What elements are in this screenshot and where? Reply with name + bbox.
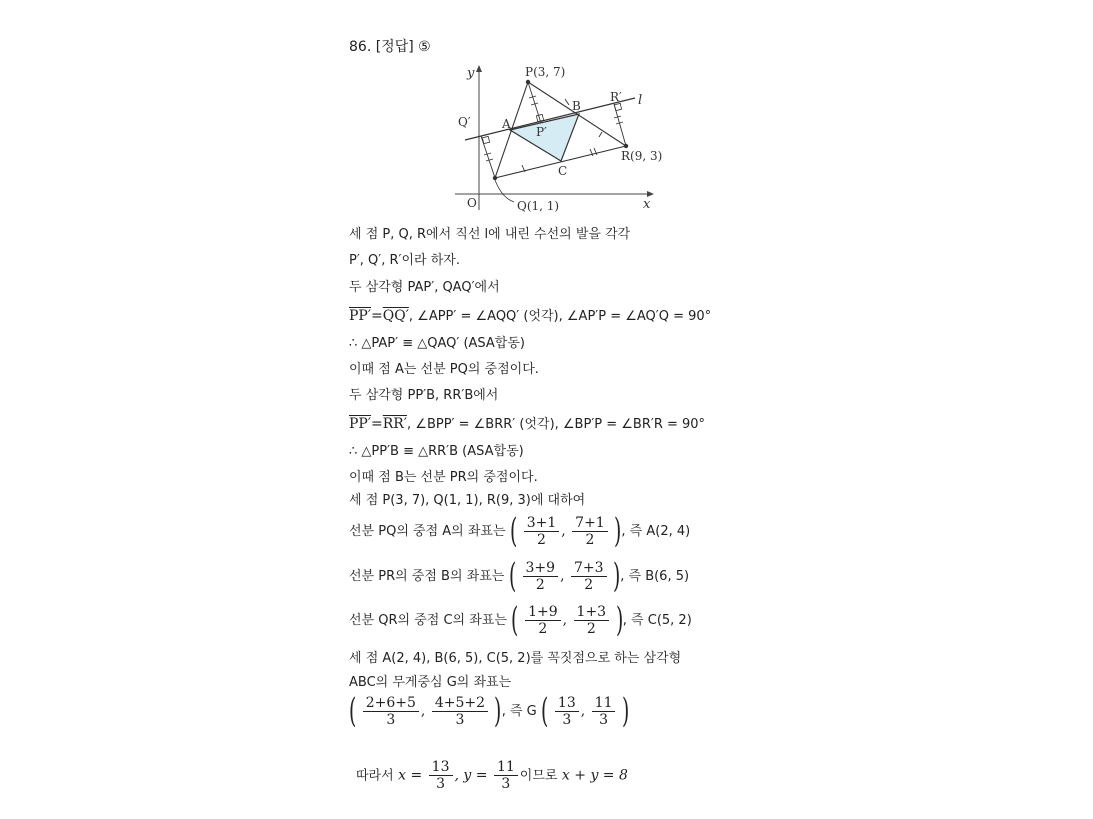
angle-statement: , ∠APP′ = ∠AQQ′ (엇각), ∠AP′P = ∠AQ′Q = 90° (408, 309, 712, 324)
numerator: 7+3 (571, 560, 607, 577)
midpoint-a-text: 선분 PQ의 중점 A의 좌표는 (349, 524, 506, 539)
midpoint-a-line: 선분 PQ의 중점 A의 좌표는 ( $\frac{3+1}{2}$ , $\frac{7+1}{2}$ ), 즉 A(2, 4) (349, 511, 691, 551)
point-q (493, 176, 497, 180)
text-line-4 (349, 307, 711, 326)
label-qp: Q′ (458, 115, 471, 129)
text-line-10: 이때 점 B는 선분 PR의 중점이다. (349, 470, 538, 485)
text-line-7: 두 삼각형 PP′B, RR′B에서 (349, 388, 499, 403)
numerator: 1+3 (574, 604, 610, 621)
label-a: A (502, 117, 511, 131)
denominator: 2 (585, 531, 595, 548)
label-r: R(9, 3) (621, 149, 663, 163)
numerator: 11 (494, 759, 518, 776)
midpoint-b-result: , 즉 B(6, 5) (620, 569, 690, 584)
text-line-2: P′, Q′, R′이라 하자. (349, 253, 460, 268)
numerator: 1+9 (525, 604, 561, 621)
midpoint-b-text: 선분 PR의 중점 B의 좌표는 (349, 569, 505, 584)
fraction (494, 759, 518, 792)
denominator: 2 (535, 576, 545, 593)
text-line-16: ABC의 무게중심 G의 좌표는 (349, 675, 512, 690)
problem-header: 86. [정답] ⑤ (349, 39, 431, 55)
midpoint-c-line: 선분 QR의 중점 C의 좌표는 ( $\frac{1+9}{2}$ , $\frac{1+3}{2}$ ), 즉 C(5, 2) (349, 600, 692, 640)
denominator: 3 (599, 711, 609, 728)
label-pp: P′ (536, 125, 547, 139)
denominator: 2 (584, 576, 594, 593)
final-answer: x + y = 8 (561, 767, 628, 784)
numerator: 2+6+5 (363, 695, 419, 712)
numerator: 11 (592, 695, 616, 712)
y-equals: , y = (454, 767, 488, 784)
fraction (525, 604, 561, 637)
perp-p (528, 82, 541, 123)
numerator: 4+5+2 (432, 695, 488, 712)
midpoint-c-result: , 즉 C(5, 2) (622, 613, 692, 628)
point-p (526, 80, 530, 84)
text-line-8 (349, 415, 705, 434)
label-c: C (558, 164, 568, 178)
denominator: 3 (501, 776, 511, 792)
text-line-3: 두 삼각형 PAP′, QAQ′에서 (349, 280, 500, 295)
conclusion-text: 따라서 (356, 768, 394, 784)
midpoint-a-result: , 즉 A(2, 4) (621, 524, 691, 539)
conclusion-line (356, 759, 628, 792)
label-b: B (572, 99, 581, 113)
numerator: 3+1 (524, 515, 560, 532)
segment-rr: RR′ (382, 416, 408, 432)
denominator: 2 (538, 620, 548, 637)
denominator: 2 (537, 531, 546, 548)
conclusion-connector: 이므로 (519, 768, 558, 784)
fraction (572, 515, 608, 548)
left-paren: ( (348, 691, 357, 731)
centroid-text: , 즉 G (501, 704, 537, 719)
left-paren: ( (541, 691, 549, 731)
fraction (429, 759, 453, 792)
label-o: O (467, 196, 477, 210)
right-angle-mark-r (614, 103, 621, 110)
label-q: Q(1, 1) (517, 199, 560, 213)
denominator: 2 (586, 620, 596, 637)
text-line-5: ∴ △PAP′ ≡ △QAQ′ (ASA합동) (349, 336, 525, 351)
x-equals: x = (398, 767, 423, 784)
numerator: 3+9 (523, 560, 559, 577)
denominator: 3 (455, 711, 465, 728)
midpoint-c-text: 선분 QR의 중점 C의 좌표는 (349, 613, 507, 628)
angle-statement-2: , ∠BPP′ = ∠BRR′ (엇각), ∠BP′P = ∠BR′R = 90° (407, 417, 706, 432)
text-line-9: ∴ △PP′B ≡ △RR′B (ASA합동) (349, 444, 524, 459)
fraction (571, 560, 607, 593)
numerator: 13 (429, 759, 453, 776)
right-angle-mark-q (482, 136, 489, 143)
label-l: l (638, 93, 643, 108)
denominator: 3 (386, 711, 396, 728)
fraction (524, 515, 560, 548)
right-paren: ) (614, 511, 622, 551)
right-paren: ) (615, 600, 623, 640)
centroid-line: ( $\frac{2+6+5}{3}$ , $\frac{4+5+2}{3}$ ), 즉 G ( $\frac{13}{3}$ , $\frac{11}{3}$ ) (348, 691, 630, 731)
right-paren: ) (494, 691, 502, 731)
right-paren: ) (612, 556, 621, 596)
fraction (555, 695, 579, 728)
right-paren: ) (621, 691, 630, 731)
text-line-6: 이때 점 A는 선분 PQ의 중점이다. (349, 362, 539, 377)
label-y: y (467, 66, 475, 81)
left-paren: ( (508, 556, 517, 596)
equals-sign-2: = (371, 416, 383, 432)
fraction (592, 695, 616, 728)
fraction (432, 695, 488, 728)
segment-pp: PP′ (349, 308, 372, 324)
q-pointer (495, 180, 514, 202)
denominator: 3 (436, 776, 446, 792)
point-r (624, 144, 628, 148)
fraction (574, 604, 610, 637)
denominator: 3 (562, 711, 572, 728)
left-paren: ( (509, 511, 518, 551)
midpoint-b-line: 선분 PR의 중점 B의 좌표는 ( $\frac{3+9}{2}$ , $\frac{7+3}{2}$ ), 즉 B(6, 5) (349, 556, 690, 596)
text-line-11: 세 점 P(3, 7), Q(1, 1), R(9, 3)에 대하여 (349, 493, 586, 508)
y-axis-arrow (476, 65, 482, 72)
segment-qq: QQ′ (382, 308, 409, 324)
text-line-15: 세 점 A(2, 4), B(6, 5), C(5, 2)를 꼭짓점으로 하는 삼각형 (349, 651, 682, 666)
segment-pp-2: PP′ (349, 416, 372, 432)
numerator: 13 (555, 695, 579, 712)
fraction (363, 695, 419, 728)
fraction (523, 560, 559, 593)
left-paren: ( (511, 600, 519, 640)
label-rp: R′ (610, 90, 622, 104)
equals-sign: = (371, 308, 383, 324)
geometry-figure (450, 60, 680, 220)
text-line-1: 세 점 P, Q, R에서 직선 l에 내린 수선의 발을 각각 (349, 227, 631, 242)
label-p: P(3, 7) (525, 65, 566, 79)
label-x: x (643, 197, 651, 212)
numerator: 7+1 (572, 515, 608, 532)
